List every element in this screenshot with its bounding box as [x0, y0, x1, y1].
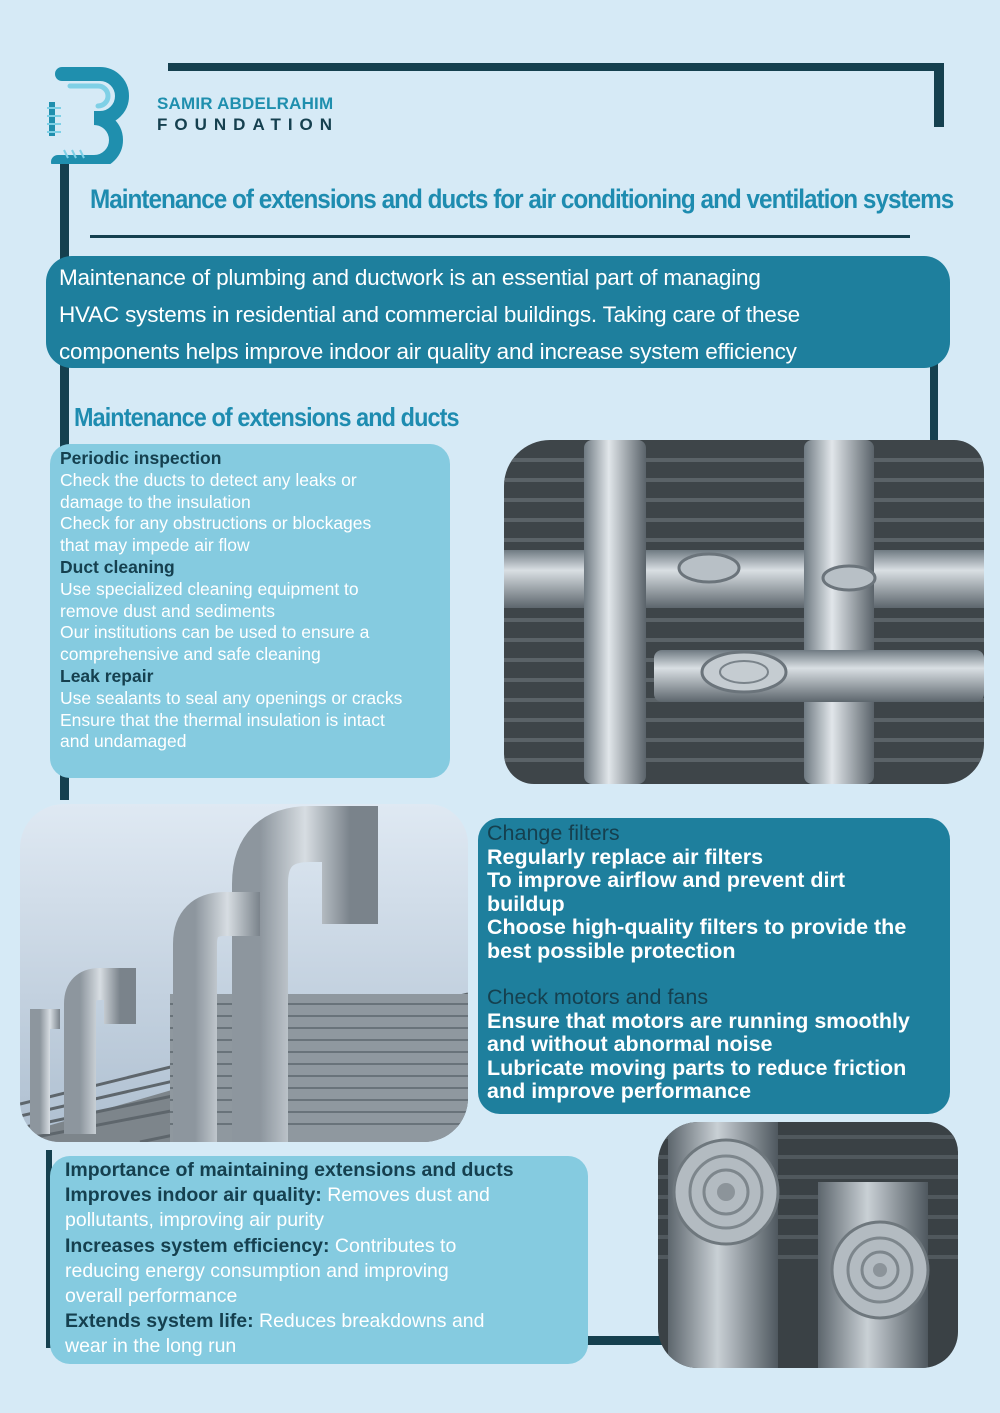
- card-line: Check the ducts to detect any leaks or: [60, 469, 357, 490]
- change-filters-heading: Change filters: [487, 821, 620, 845]
- air-quality-text: Removes dust and: [321, 1184, 490, 1207]
- rooftop-ducts-photo: [20, 804, 468, 1142]
- air-quality-label: Improves indoor air quality:: [65, 1184, 322, 1207]
- card-line: reducing energy consumption and improving: [65, 1259, 449, 1282]
- card-line: remove dust and sediments: [60, 600, 275, 621]
- card-line: Our institutions can be used to ensure a: [60, 622, 370, 643]
- card-line: Regularly replace air filters: [487, 844, 764, 869]
- card-line: Choose high-quality filters to provide the: [487, 915, 907, 939]
- card-line: comprehensive and safe cleaning: [60, 644, 321, 665]
- frame-line-right-mid: [930, 360, 938, 450]
- motors-fans-heading: Check motors and fans: [487, 985, 709, 1009]
- card-line: [65, 1183, 578, 1208]
- card-line: To improve airflow and prevent dirt: [487, 868, 845, 892]
- card-line: [65, 1234, 578, 1259]
- spacer: [487, 963, 942, 986]
- brand-subtitle: FOUNDATION: [157, 115, 340, 134]
- intro-line: components helps improve indoor air quality and increase system efficiency: [59, 339, 797, 364]
- intro-line: HVAC systems in residential and commercial buildings. Taking care of these: [59, 302, 800, 327]
- frame-line-right: [934, 63, 944, 127]
- leak-repair-heading: Leak repair: [60, 665, 154, 686]
- card-line: best possible protection: [487, 938, 736, 963]
- periodic-inspection-heading: Periodic inspection: [60, 448, 222, 468]
- intro-banner: [46, 256, 950, 368]
- card-line: damage to the insulation: [60, 491, 251, 512]
- foundation-logo-icon: [44, 64, 148, 164]
- filters-motors-card: [478, 818, 950, 1114]
- card-line: Lubricate moving parts to reduce friction: [487, 1055, 907, 1080]
- card-line: overall performance: [65, 1285, 238, 1308]
- efficiency-text: Contributes to: [329, 1234, 457, 1257]
- importance-card: [50, 1156, 588, 1364]
- card-line: buildup: [487, 891, 565, 916]
- ceiling-ducts-photo: [504, 440, 984, 784]
- brand-name: SAMIR ABDELRAHIM: [157, 94, 334, 113]
- frame-line-bottom: [580, 1336, 666, 1345]
- system-life-text: Reduces breakdowns and: [253, 1310, 485, 1333]
- card-line: and without abnormal noise: [487, 1032, 773, 1056]
- ceiling-diffusers-photo: [658, 1122, 958, 1368]
- card-line: wear in the long run: [65, 1335, 237, 1358]
- card-line: and undamaged: [60, 731, 187, 752]
- card-line: [65, 1309, 578, 1334]
- efficiency-label: Increases system efficiency:: [65, 1234, 330, 1257]
- card-line: Ensure that motors are running smoothly: [487, 1008, 910, 1033]
- card-line: that may impede air flow: [60, 535, 250, 556]
- card-line: and improve performance: [487, 1079, 752, 1103]
- page-title: Maintenance of extensions and ducts for air conditioning and ventilation systems: [90, 184, 954, 214]
- card-line: pollutants, improving air purity: [65, 1209, 325, 1232]
- system-life-label: Extends system life:: [65, 1310, 254, 1333]
- card-line: Use sealants to seal any openings or cracks: [60, 687, 403, 708]
- importance-heading: Importance of maintaining extensions and ducts: [65, 1159, 514, 1181]
- card-line: Use specialized cleaning equipment to: [60, 578, 359, 599]
- ducts-maintenance-card: [50, 444, 450, 778]
- card-line: Check for any obstructions or blockages: [60, 513, 372, 534]
- frame-line-top: [168, 63, 944, 71]
- duct-cleaning-heading: Duct cleaning: [60, 556, 175, 577]
- section-heading: Maintenance of extensions and ducts: [74, 402, 459, 432]
- intro-line: Maintenance of plumbing and ductwork is an essential part of managing: [59, 265, 761, 290]
- title-divider: [90, 235, 910, 238]
- card-line: Ensure that the thermal insulation is intact: [60, 709, 385, 730]
